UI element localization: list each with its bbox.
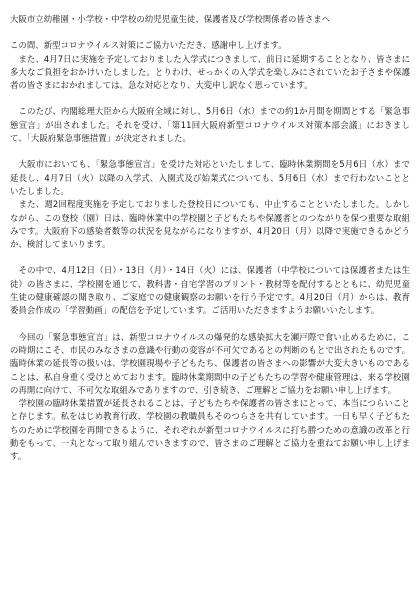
- notice-paragraph-4: その中で、4月12日（日）・13日（月）・14日（火）には、保護者（中学校については保護者または生徒）の皆さまに、学校園を通じて、教科書・自宅学習のプリント・教材等を配付するとともに、幼児児童生徒の健康確認の聞き取り、ご家庭での健康観察のお願いを行う予定です。4月20日（月）からは、教育委員会作成の「学習動画」の配信を予定しています。ご活用いただきますようお願いいたします。: [10, 265, 410, 316]
- paragraph-gap: [10, 318, 410, 331]
- paragraph-gap: [10, 251, 410, 264]
- notice-header: 大阪市立幼稚園・小学校・中学校の幼児児童生徒、保護者及び学校関係者の皆さまへ: [10, 14, 331, 24]
- notice-paragraph-5: 今回の「緊急事態宣言」は、新型コロナウイルスの爆発的な感染拡大を瀬戸際で食い止めるために、この時期にこそ、市民のみなさまの意識や行動の変容が不可欠であるとの判断のもとで出されたものです。臨時休業の延長等の扱いは、学校園現場や子どもたち、保護者の皆さまへの影響が大変大きいものであることは、私自身重く受けとめております。臨時休業期間中の子どもたちの学習や健康管理は、来る学校園の再開に向けて、不可欠な取組みでありますので、引き続き、ご理解とご協力をお願い申し上げます。 学校園の臨時休業措置が延長されることは、子どもたちや保護者の皆さまにとって、本当につらいことと存じます。私をはじめ教育行政、学校園の教職員もそのつらさを共有しています。一日も早く子どもたちのために学校園を再開できるように、それぞれが新型コロナウイルスに打ち勝つための意識の改革と行動をもって、一丸となって取り組んでいきますので、皆さまのご理解とご協力を重ねてお願い申し上げます。: [10, 331, 410, 462]
- notice-paragraph-1: この間、新型コロナウイルス対策にご協力いただき、感謝申し上げます。 また、4月7日に実施を予定しておりました入学式につきまして、前日に延期することとなり、皆さまに多大なご負担をおかけいたしました。とりわけ、せっかくの入学式を楽しみにされていたお子さまや保護者の皆さまにおかれましては、急な対応となり、大変申し訳なく思っています。: [10, 40, 410, 91]
- paragraph-gap: [10, 92, 410, 105]
- notice-paragraph-3: 大阪市においても、「緊急事態宣言」を受けた対応といたしまして、臨時休業期間を5月6日（水）まで延長し、4月7日（火）以降の入学式、入園式及び始業式についても、5月6日（水）まで行わないことといたしました。 また、週2回程度実施を予定しておりました登校日についても、中止することといたしました。しかしながら、この登校（園）日は、臨時休業中の学校園と子どもたちや保護者とのつながりを保つ重要な取組みです。大阪府下の感染者数等の状況を見ながらになりますが、4月20日（月）以降で実施できるかどうか、検討してまいります。: [10, 159, 410, 250]
- notice-paragraph-2: このたび、内閣総理大臣から大阪府全域に対し、5月6日（水）までの約1か月間を期間とする「緊急事態宣言」が出されました。それを受け、「第11回大阪府新型コロナウイルス対策本部会議」におきまして、「大阪府緊急事態措置」が決定されました。: [10, 106, 410, 144]
- paragraph-gap: [10, 145, 410, 158]
